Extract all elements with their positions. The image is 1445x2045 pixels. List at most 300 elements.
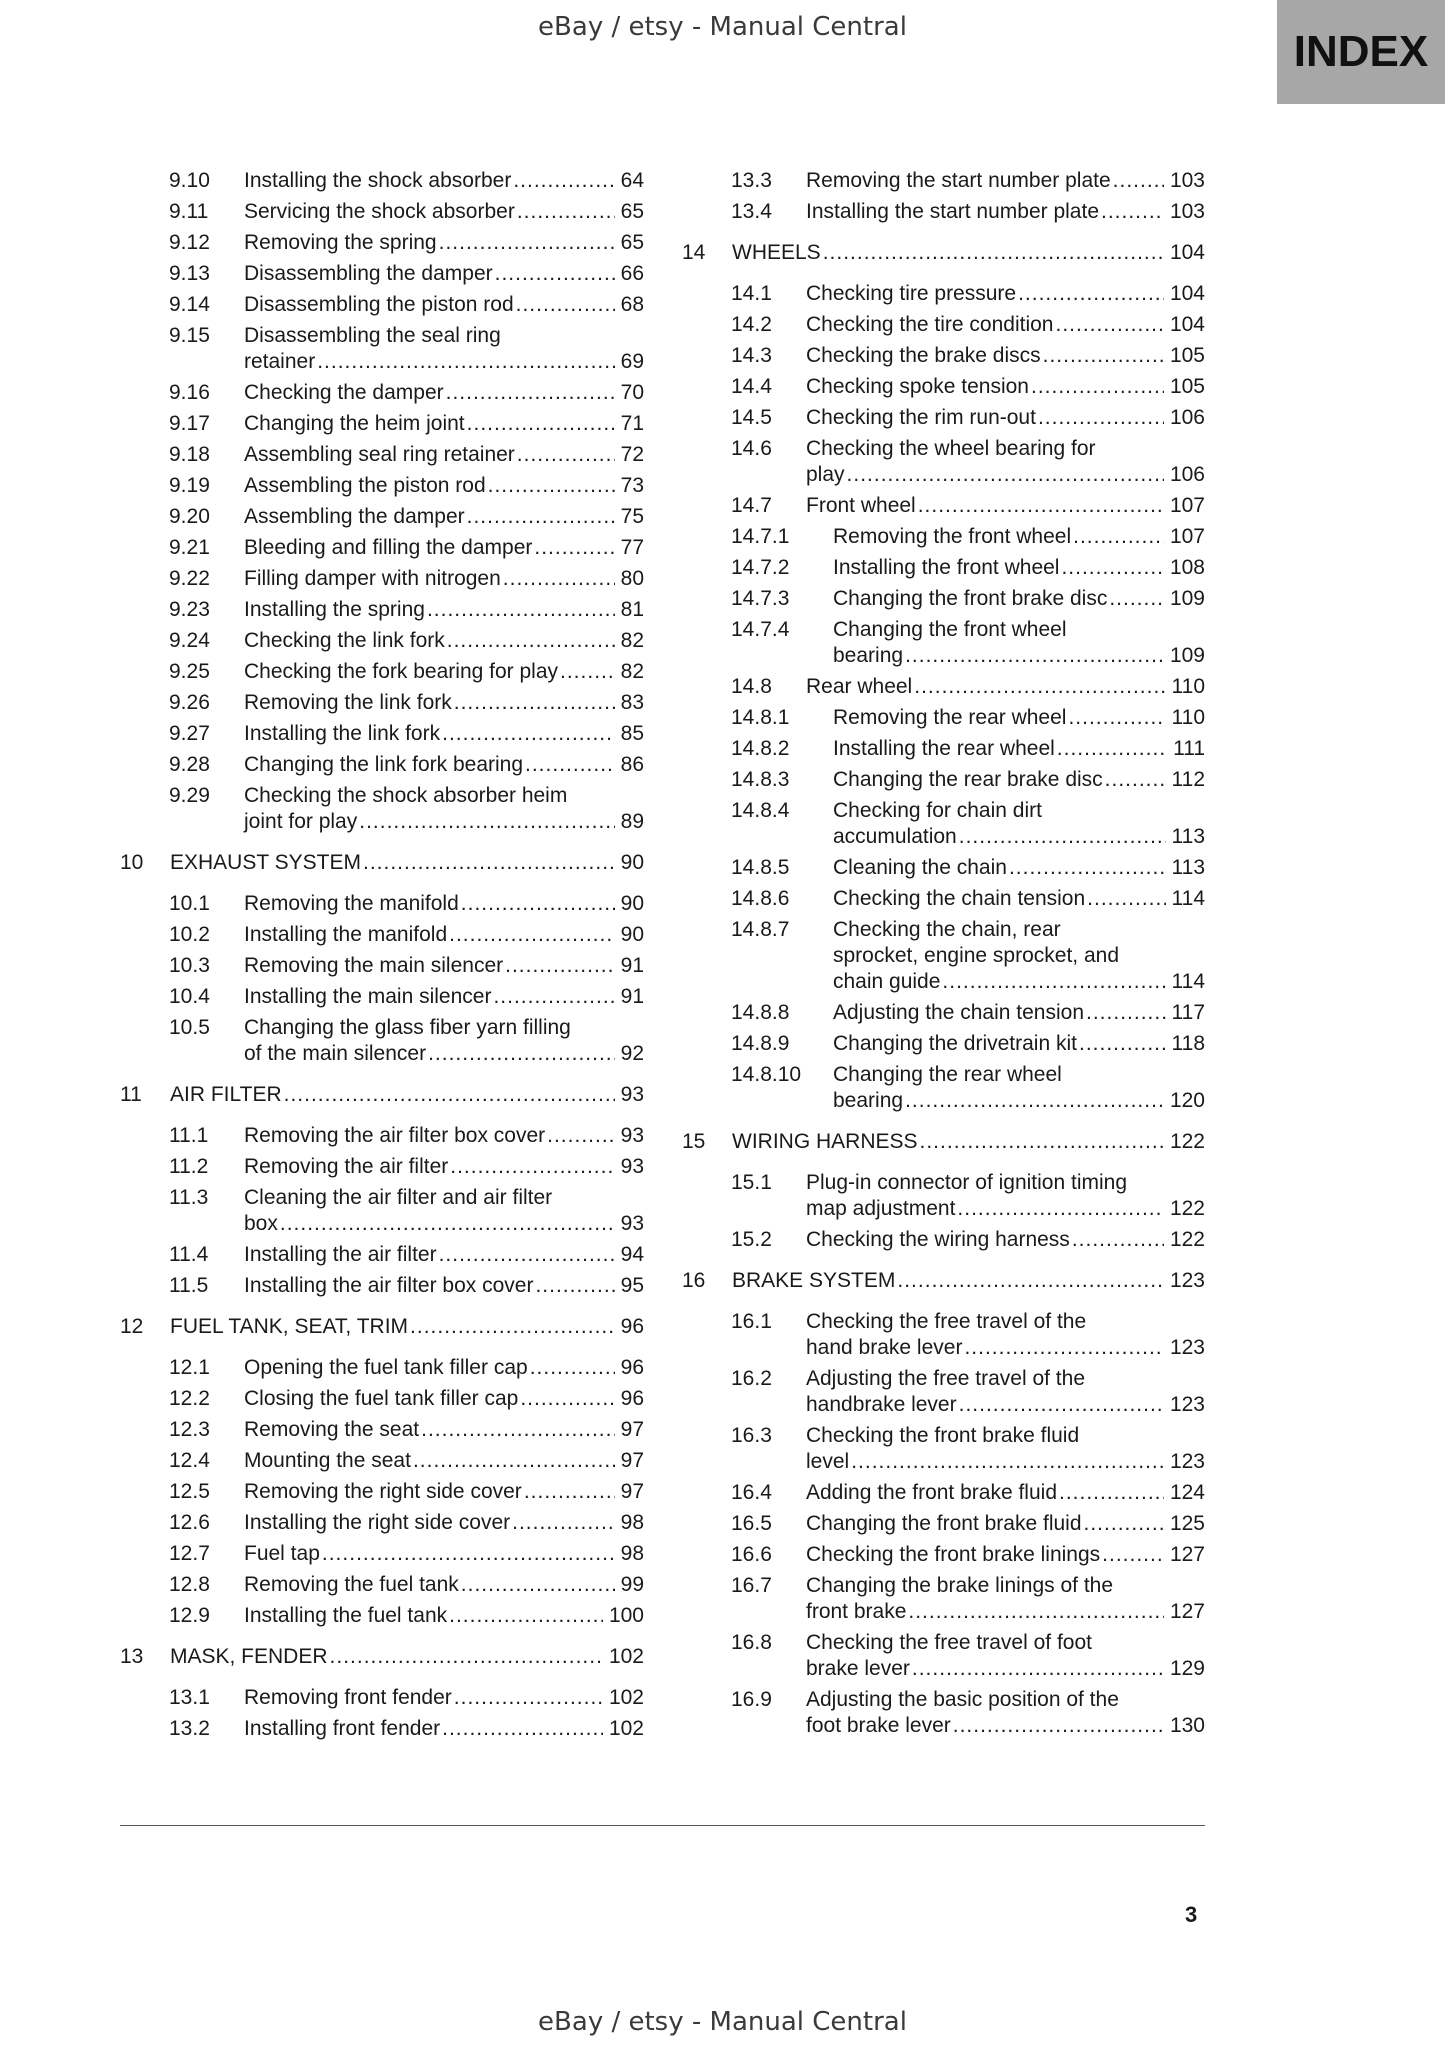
toc-entry-page: 123	[1169, 1336, 1205, 1359]
toc-entry-page: 125	[1169, 1512, 1205, 1535]
toc-entry-title: Checking the chain, rear	[833, 918, 1061, 941]
toc-entry-page: 118	[1171, 1032, 1205, 1055]
toc-entry-title: of the main silencer	[244, 1042, 427, 1065]
toc-entry-page: 68	[620, 293, 644, 316]
toc-entry-number: 16.1	[731, 1310, 772, 1333]
toc-entry-title: Changing the front brake fluid	[806, 1512, 1082, 1535]
dot-leader	[957, 1196, 1164, 1222]
dot-leader	[505, 953, 615, 979]
dot-leader	[534, 535, 614, 561]
toc-entry-title: Checking the brake discs	[806, 344, 1041, 367]
toc-entry[interactable]	[120, 323, 644, 375]
toc-entry-title: Adjusting the free travel of the	[806, 1367, 1085, 1390]
toc-entry-page: 122	[1169, 1228, 1205, 1251]
dot-leader	[450, 1154, 614, 1180]
toc-entry-number: 9.13	[169, 262, 210, 285]
toc-entry[interactable]	[120, 597, 644, 623]
toc-entry-number: 9.10	[169, 169, 210, 192]
toc-entry-page: 92	[620, 1042, 644, 1065]
toc-entry[interactable]	[120, 199, 644, 225]
toc-entry[interactable]	[682, 705, 1205, 731]
toc-entry[interactable]	[682, 168, 1205, 194]
toc-entry[interactable]	[120, 721, 644, 747]
toc-entry[interactable]	[120, 504, 644, 530]
dot-leader	[959, 1392, 1164, 1418]
toc-entry[interactable]	[682, 493, 1205, 519]
toc-entry-title: Removing the manifold	[244, 892, 459, 915]
toc-entry-number: 14.2	[731, 313, 772, 336]
toc-entry[interactable]	[682, 1423, 1205, 1475]
toc-entry[interactable]	[682, 1366, 1205, 1418]
toc-entry-page: 109	[1169, 644, 1205, 667]
toc-entry[interactable]	[120, 1273, 644, 1299]
toc-entry[interactable]	[120, 473, 644, 499]
toc-entry[interactable]	[120, 953, 644, 979]
toc-entry-title: Closing the fuel tank filler cap	[244, 1387, 519, 1410]
dot-leader	[1113, 168, 1164, 194]
toc-entry[interactable]	[120, 1123, 644, 1149]
toc-entry-number: 14.7.4	[731, 618, 790, 641]
dot-leader	[547, 1123, 615, 1149]
toc-entry[interactable]	[682, 555, 1205, 581]
toc-entry-page: 91	[620, 985, 644, 1008]
dot-leader	[964, 1335, 1164, 1361]
toc-entry-title: bearing	[833, 1089, 904, 1112]
toc-entry-page: 103	[1169, 200, 1205, 223]
toc-entry-title: retainer	[244, 350, 316, 373]
toc-entry-title: Changing the drivetrain kit	[833, 1032, 1077, 1055]
toc-entry-number: 12.8	[169, 1573, 210, 1596]
toc-entry[interactable]	[682, 674, 1205, 700]
toc-entry-page: 99	[620, 1573, 644, 1596]
dot-leader	[284, 1082, 615, 1108]
toc-entry[interactable]	[682, 1687, 1205, 1739]
toc-entry-page: 96	[620, 1387, 644, 1410]
dot-leader	[413, 1448, 615, 1474]
toc-entry-page: 104	[1169, 241, 1205, 264]
toc-entry-page: 93	[620, 1083, 644, 1106]
toc-entry-number: 13.4	[731, 200, 772, 223]
dot-leader	[421, 1417, 615, 1443]
dot-leader	[517, 199, 615, 225]
toc-entry-title: Checking the damper	[244, 381, 444, 404]
toc-entry-number: 12.2	[169, 1387, 210, 1410]
toc-entry[interactable]	[682, 855, 1205, 881]
toc-entry[interactable]	[682, 886, 1205, 912]
toc-entry-page: 80	[620, 567, 644, 590]
toc-entry-number: 15.1	[731, 1171, 772, 1194]
dot-leader	[493, 984, 614, 1010]
watermark-bottom: eBay / etsy - Manual Central	[538, 2007, 907, 2037]
dot-leader	[1101, 199, 1164, 225]
toc-entry[interactable]	[682, 1573, 1205, 1625]
dot-leader	[461, 891, 615, 917]
toc-entry[interactable]	[682, 436, 1205, 488]
toc-entry-title: Checking tire pressure	[806, 282, 1017, 305]
toc-entry[interactable]	[120, 659, 644, 685]
toc-entry-number: 9.20	[169, 505, 210, 528]
toc-entry-number: 14	[682, 241, 706, 264]
toc-entry-title: EXHAUST SYSTEM	[170, 851, 361, 874]
toc-entry-page: 97	[620, 1418, 644, 1441]
toc-entry-number: 14.8.1	[731, 706, 790, 729]
toc-entry-number: 10.3	[169, 954, 210, 977]
toc-entry-number: 12.3	[169, 1418, 210, 1441]
toc-entry-number: 9.22	[169, 567, 210, 590]
toc-entry[interactable]	[120, 411, 644, 437]
toc-entry-page: 96	[620, 1315, 644, 1338]
toc-entry-page: 107	[1169, 525, 1205, 548]
toc-entry[interactable]	[120, 261, 644, 287]
toc-entry[interactable]	[120, 1355, 644, 1381]
toc-entry[interactable]	[682, 405, 1205, 431]
dot-leader	[1038, 405, 1164, 431]
toc-entry-page: 106	[1169, 463, 1205, 486]
toc-entry-number: 9.19	[169, 474, 210, 497]
toc-entry[interactable]	[120, 566, 644, 592]
toc-entry-title: Checking the wiring harness	[806, 1228, 1070, 1251]
toc-entry[interactable]	[120, 230, 644, 256]
toc-entry[interactable]	[120, 1510, 644, 1536]
toc-entry[interactable]	[120, 1154, 644, 1180]
toc-entry-number: 16.7	[731, 1574, 772, 1597]
toc-entry-number: 9.25	[169, 660, 210, 683]
dot-leader	[1105, 767, 1166, 793]
toc-entry-number: 13.2	[169, 1717, 210, 1740]
toc-entry-page: 123	[1169, 1450, 1205, 1473]
dot-leader	[447, 628, 615, 654]
toc-entry[interactable]	[682, 617, 1205, 669]
dot-leader	[428, 1041, 615, 1067]
toc-entry[interactable]	[120, 1716, 644, 1742]
dot-leader	[1073, 524, 1164, 550]
toc-entry-page: 90	[620, 892, 644, 915]
dot-leader	[442, 721, 615, 747]
toc-entry-number: 16.2	[731, 1367, 772, 1390]
toc-entry[interactable]	[120, 1572, 644, 1598]
toc-entry-page: 123	[1169, 1393, 1205, 1416]
toc-entry[interactable]	[682, 1480, 1205, 1506]
toc-entry-number: 14.6	[731, 437, 772, 460]
toc-entry-number: 14.8.10	[731, 1063, 802, 1086]
toc-entry-number: 10.1	[169, 892, 210, 915]
toc-entry[interactable]	[682, 312, 1205, 338]
dot-leader	[461, 1572, 615, 1598]
toc-entry-title: Disassembling the seal ring	[244, 324, 501, 347]
toc-entry-title: Installing the front wheel	[833, 556, 1060, 579]
toc-entry-title: Checking the link fork	[244, 629, 445, 652]
toc-entry-number: 12.5	[169, 1480, 210, 1503]
dot-leader	[525, 752, 615, 778]
toc-entry[interactable]	[682, 1000, 1205, 1026]
dot-leader	[1084, 1511, 1164, 1537]
page-number: 3	[1185, 1902, 1198, 1927]
toc-entry[interactable]	[682, 1170, 1205, 1222]
toc-entry-page: 100	[608, 1604, 644, 1627]
toc-entry-title: bearing	[833, 644, 904, 667]
toc-entry-page: 105	[1169, 344, 1205, 367]
toc-entry-number: 9.21	[169, 536, 210, 559]
toc-entry[interactable]	[682, 1062, 1205, 1114]
toc-entry-page: 102	[608, 1645, 644, 1668]
toc-entry-number: 9.28	[169, 753, 210, 776]
toc-entry-title: Checking for chain dirt	[833, 799, 1042, 822]
toc-entry-title: map adjustment	[806, 1197, 956, 1220]
toc-entry-title: Disassembling the damper	[244, 262, 493, 285]
dot-leader	[1018, 281, 1164, 307]
toc-entry[interactable]	[120, 442, 644, 468]
toc-entry-number: 16.5	[731, 1512, 772, 1535]
toc-entry[interactable]	[120, 1015, 644, 1067]
dot-leader	[953, 1713, 1164, 1739]
toc-entry-number: 9.18	[169, 443, 210, 466]
dot-leader	[488, 473, 615, 499]
dot-leader	[912, 1656, 1164, 1682]
toc-entry-title: Filling damper with nitrogen	[244, 567, 501, 590]
toc-entry-title: brake lever	[806, 1657, 910, 1680]
dot-leader	[524, 1479, 615, 1505]
footer-divider	[120, 1825, 1205, 1826]
toc-entry[interactable]	[120, 1644, 644, 1670]
toc-entry-page: 86	[620, 753, 644, 776]
toc-entry-title: Assembling seal ring retainer	[244, 443, 515, 466]
toc-entry-number: 9.11	[169, 200, 209, 223]
toc-entry[interactable]	[120, 292, 644, 318]
toc-entry[interactable]	[120, 922, 644, 948]
toc-entry[interactable]	[120, 1386, 644, 1412]
toc-entry[interactable]	[120, 850, 644, 876]
toc-entry-number: 9.14	[169, 293, 210, 316]
toc-entry-number: 9.29	[169, 784, 210, 807]
toc-left-column	[120, 168, 644, 1742]
dot-leader	[560, 659, 615, 685]
toc-entry[interactable]	[120, 628, 644, 654]
toc-entry-number: 9.15	[169, 324, 210, 347]
toc-entry[interactable]	[682, 1630, 1205, 1682]
toc-entry-number: 11.1	[169, 1124, 209, 1147]
toc-entry-page: 65	[620, 200, 644, 223]
toc-entry-number: 9.16	[169, 381, 210, 404]
toc-entry-page: 113	[1171, 856, 1205, 879]
toc-entry-number: 14.7	[731, 494, 772, 517]
toc-entry-number: 14.5	[731, 406, 772, 429]
toc-entry-title: Changing the front brake disc	[833, 587, 1108, 610]
toc-entry-number: 14.8.4	[731, 799, 790, 822]
index-tab: INDEX	[1277, 0, 1445, 104]
toc-entry-title: joint for play	[244, 810, 358, 833]
toc-entry[interactable]	[120, 752, 644, 778]
toc-entry[interactable]	[682, 917, 1205, 995]
toc-entry-page: 98	[620, 1542, 644, 1565]
toc-entry[interactable]	[682, 1542, 1205, 1568]
toc-entry[interactable]	[682, 586, 1205, 612]
toc-entry-title: AIR FILTER	[170, 1083, 282, 1106]
toc-entry-number: 16.9	[731, 1688, 772, 1711]
toc-entry[interactable]	[682, 199, 1205, 225]
toc-entry[interactable]	[682, 1268, 1205, 1294]
toc-entry[interactable]	[120, 1603, 644, 1629]
dot-leader	[905, 643, 1164, 669]
toc-entry[interactable]	[682, 1227, 1205, 1253]
toc-entry-number: 14.7.2	[731, 556, 790, 579]
toc-entry-number: 9.26	[169, 691, 210, 714]
dot-leader	[317, 349, 614, 375]
dot-leader	[442, 1716, 603, 1742]
toc-entry-number: 10.4	[169, 985, 210, 1008]
toc-entry[interactable]	[682, 374, 1205, 400]
toc-entry-page: 70	[620, 381, 644, 404]
toc-entry-title: Cleaning the air filter and air filter	[244, 1186, 553, 1209]
toc-entry-title: Changing the rear wheel	[833, 1063, 1062, 1086]
toc-entry-title: Installing the main silencer	[244, 985, 492, 1008]
toc-entry[interactable]	[682, 1031, 1205, 1057]
toc-entry-title: Removing the link fork	[244, 691, 452, 714]
dot-leader	[897, 1268, 1164, 1294]
toc-entry-page: 103	[1169, 169, 1205, 192]
toc-entry-number: 13.1	[169, 1686, 210, 1709]
toc-entry[interactable]	[120, 1541, 644, 1567]
toc-entry-title: Removing the air filter	[244, 1155, 449, 1178]
toc-entry-title: Removing the front wheel	[833, 525, 1072, 548]
toc-entry-number: 16.3	[731, 1424, 772, 1447]
dot-leader	[467, 411, 615, 437]
toc-entry-title: handbrake lever	[806, 1393, 957, 1416]
toc-entry-page: 120	[1169, 1089, 1205, 1112]
toc-entry-title: Checking the front brake fluid	[806, 1424, 1080, 1447]
dot-leader	[322, 1541, 615, 1567]
toc-entry-page: 122	[1169, 1197, 1205, 1220]
toc-entry[interactable]	[682, 798, 1205, 850]
toc-entry-page: 109	[1169, 587, 1205, 610]
toc-entry[interactable]	[682, 1511, 1205, 1537]
dot-leader	[449, 922, 615, 948]
toc-entry-title: accumulation	[833, 825, 957, 848]
toc-entry-number: 15	[682, 1130, 706, 1153]
toc-entry-title: Removing the rear wheel	[833, 706, 1067, 729]
toc-entry[interactable]	[682, 1309, 1205, 1361]
toc-entry-page: 73	[620, 474, 644, 497]
toc-entry-page: 91	[620, 954, 644, 977]
toc-entry-number: 16	[682, 1269, 706, 1292]
toc-entry[interactable]	[120, 690, 644, 716]
toc-entry-page: 106	[1169, 406, 1205, 429]
toc-entry-number: 12.7	[169, 1542, 210, 1565]
toc-entry[interactable]	[682, 343, 1205, 369]
toc-entry[interactable]	[120, 1242, 644, 1268]
toc-entry-page: 114	[1171, 970, 1205, 993]
toc-entry[interactable]	[120, 1185, 644, 1237]
toc-entry-title: Mounting the seat	[244, 1449, 411, 1472]
toc-entry-number: 16.8	[731, 1631, 772, 1654]
toc-entry[interactable]	[120, 1314, 644, 1340]
toc-entry-number: 13.3	[731, 169, 772, 192]
dot-leader	[1061, 555, 1163, 581]
toc-entry-number: 11.3	[169, 1186, 209, 1209]
dot-leader	[914, 674, 1165, 700]
toc-entry-title: Checking the front brake linings	[806, 1543, 1101, 1566]
toc-entry-title: Installing the start number plate	[806, 200, 1099, 223]
toc-entry-page: 123	[1169, 1269, 1205, 1292]
toc-entry[interactable]	[120, 1082, 644, 1108]
dot-leader	[467, 504, 615, 530]
toc-entry-number: 12.4	[169, 1449, 210, 1472]
toc-entry-page: 64	[620, 169, 644, 192]
dot-leader	[1109, 586, 1164, 612]
toc-entry[interactable]	[120, 535, 644, 561]
toc-entry-number: 14.3	[731, 344, 772, 367]
toc-entry[interactable]	[120, 1685, 644, 1711]
toc-entry-page: 122	[1169, 1130, 1205, 1153]
toc-entry[interactable]	[682, 767, 1205, 793]
toc-entry[interactable]	[120, 1448, 644, 1474]
toc-entry-page: 104	[1169, 282, 1205, 305]
toc-entry-number: 14.8.6	[731, 887, 790, 910]
toc-entry-page: 77	[620, 536, 644, 559]
toc-entry[interactable]	[682, 240, 1205, 266]
toc-entry[interactable]	[120, 783, 644, 835]
dot-leader	[439, 1242, 615, 1268]
toc-entry-title: Removing the start number plate	[806, 169, 1111, 192]
toc-entry-page: 105	[1169, 375, 1205, 398]
toc-entry-title: Checking the tire condition	[806, 313, 1054, 336]
toc-entry-title: Installing the link fork	[244, 722, 441, 745]
toc-entry-page: 96	[620, 1356, 644, 1379]
toc-entry-title: Changing the front wheel	[833, 618, 1067, 641]
dot-leader	[1057, 736, 1167, 762]
dot-leader	[516, 292, 615, 318]
toc-entry-title: Checking the chain tension	[833, 887, 1086, 910]
toc-entry-title: Changing the link fork bearing	[244, 753, 524, 776]
toc-entry-number: 14.7.1	[731, 525, 790, 548]
toc-entry-title: play	[806, 463, 845, 486]
toc-entry-number: 15.2	[731, 1228, 772, 1251]
dot-leader	[449, 1603, 603, 1629]
dot-leader	[359, 809, 614, 835]
toc-entry-number: 9.27	[169, 722, 210, 745]
dot-leader	[942, 969, 1165, 995]
toc-entry-title: FUEL TANK, SEAT, TRIM	[170, 1315, 409, 1338]
toc-entry[interactable]	[120, 891, 644, 917]
dot-leader	[1072, 1227, 1164, 1253]
toc-entry[interactable]	[120, 1417, 644, 1443]
toc-entry-title: Assembling the piston rod	[244, 474, 486, 497]
toc-entry-title: Checking spoke tension	[806, 375, 1029, 398]
toc-entry[interactable]	[120, 984, 644, 1010]
toc-entry[interactable]	[120, 1479, 644, 1505]
toc-entry-title: WIRING HARNESS	[732, 1130, 918, 1153]
toc-entry-page: 112	[1171, 768, 1205, 791]
toc-entry[interactable]	[120, 380, 644, 406]
toc-entry-page: 117	[1171, 1001, 1205, 1024]
toc-entry-number: 11.2	[169, 1155, 209, 1178]
toc-entry[interactable]	[682, 524, 1205, 550]
toc-entry-number: 9.24	[169, 629, 210, 652]
toc-entry-page: 93	[620, 1124, 644, 1147]
toc-entry[interactable]	[682, 1129, 1205, 1155]
toc-entry-page: 82	[620, 629, 644, 652]
toc-entry-page: 130	[1169, 1714, 1205, 1737]
toc-entry[interactable]	[682, 281, 1205, 307]
toc-entry[interactable]	[120, 168, 644, 194]
toc-entry-title: Installing the rear wheel	[833, 737, 1055, 760]
toc-entry-page: 65	[620, 231, 644, 254]
toc-entry[interactable]	[682, 736, 1205, 762]
toc-entry-title: Checking the shock absorber heim	[244, 784, 568, 807]
toc-entry-title: Installing the spring	[244, 598, 425, 621]
toc-entry-title: Removing front fender	[244, 1686, 452, 1709]
dot-leader	[1009, 855, 1166, 881]
toc-entry-title: chain guide	[833, 970, 941, 993]
